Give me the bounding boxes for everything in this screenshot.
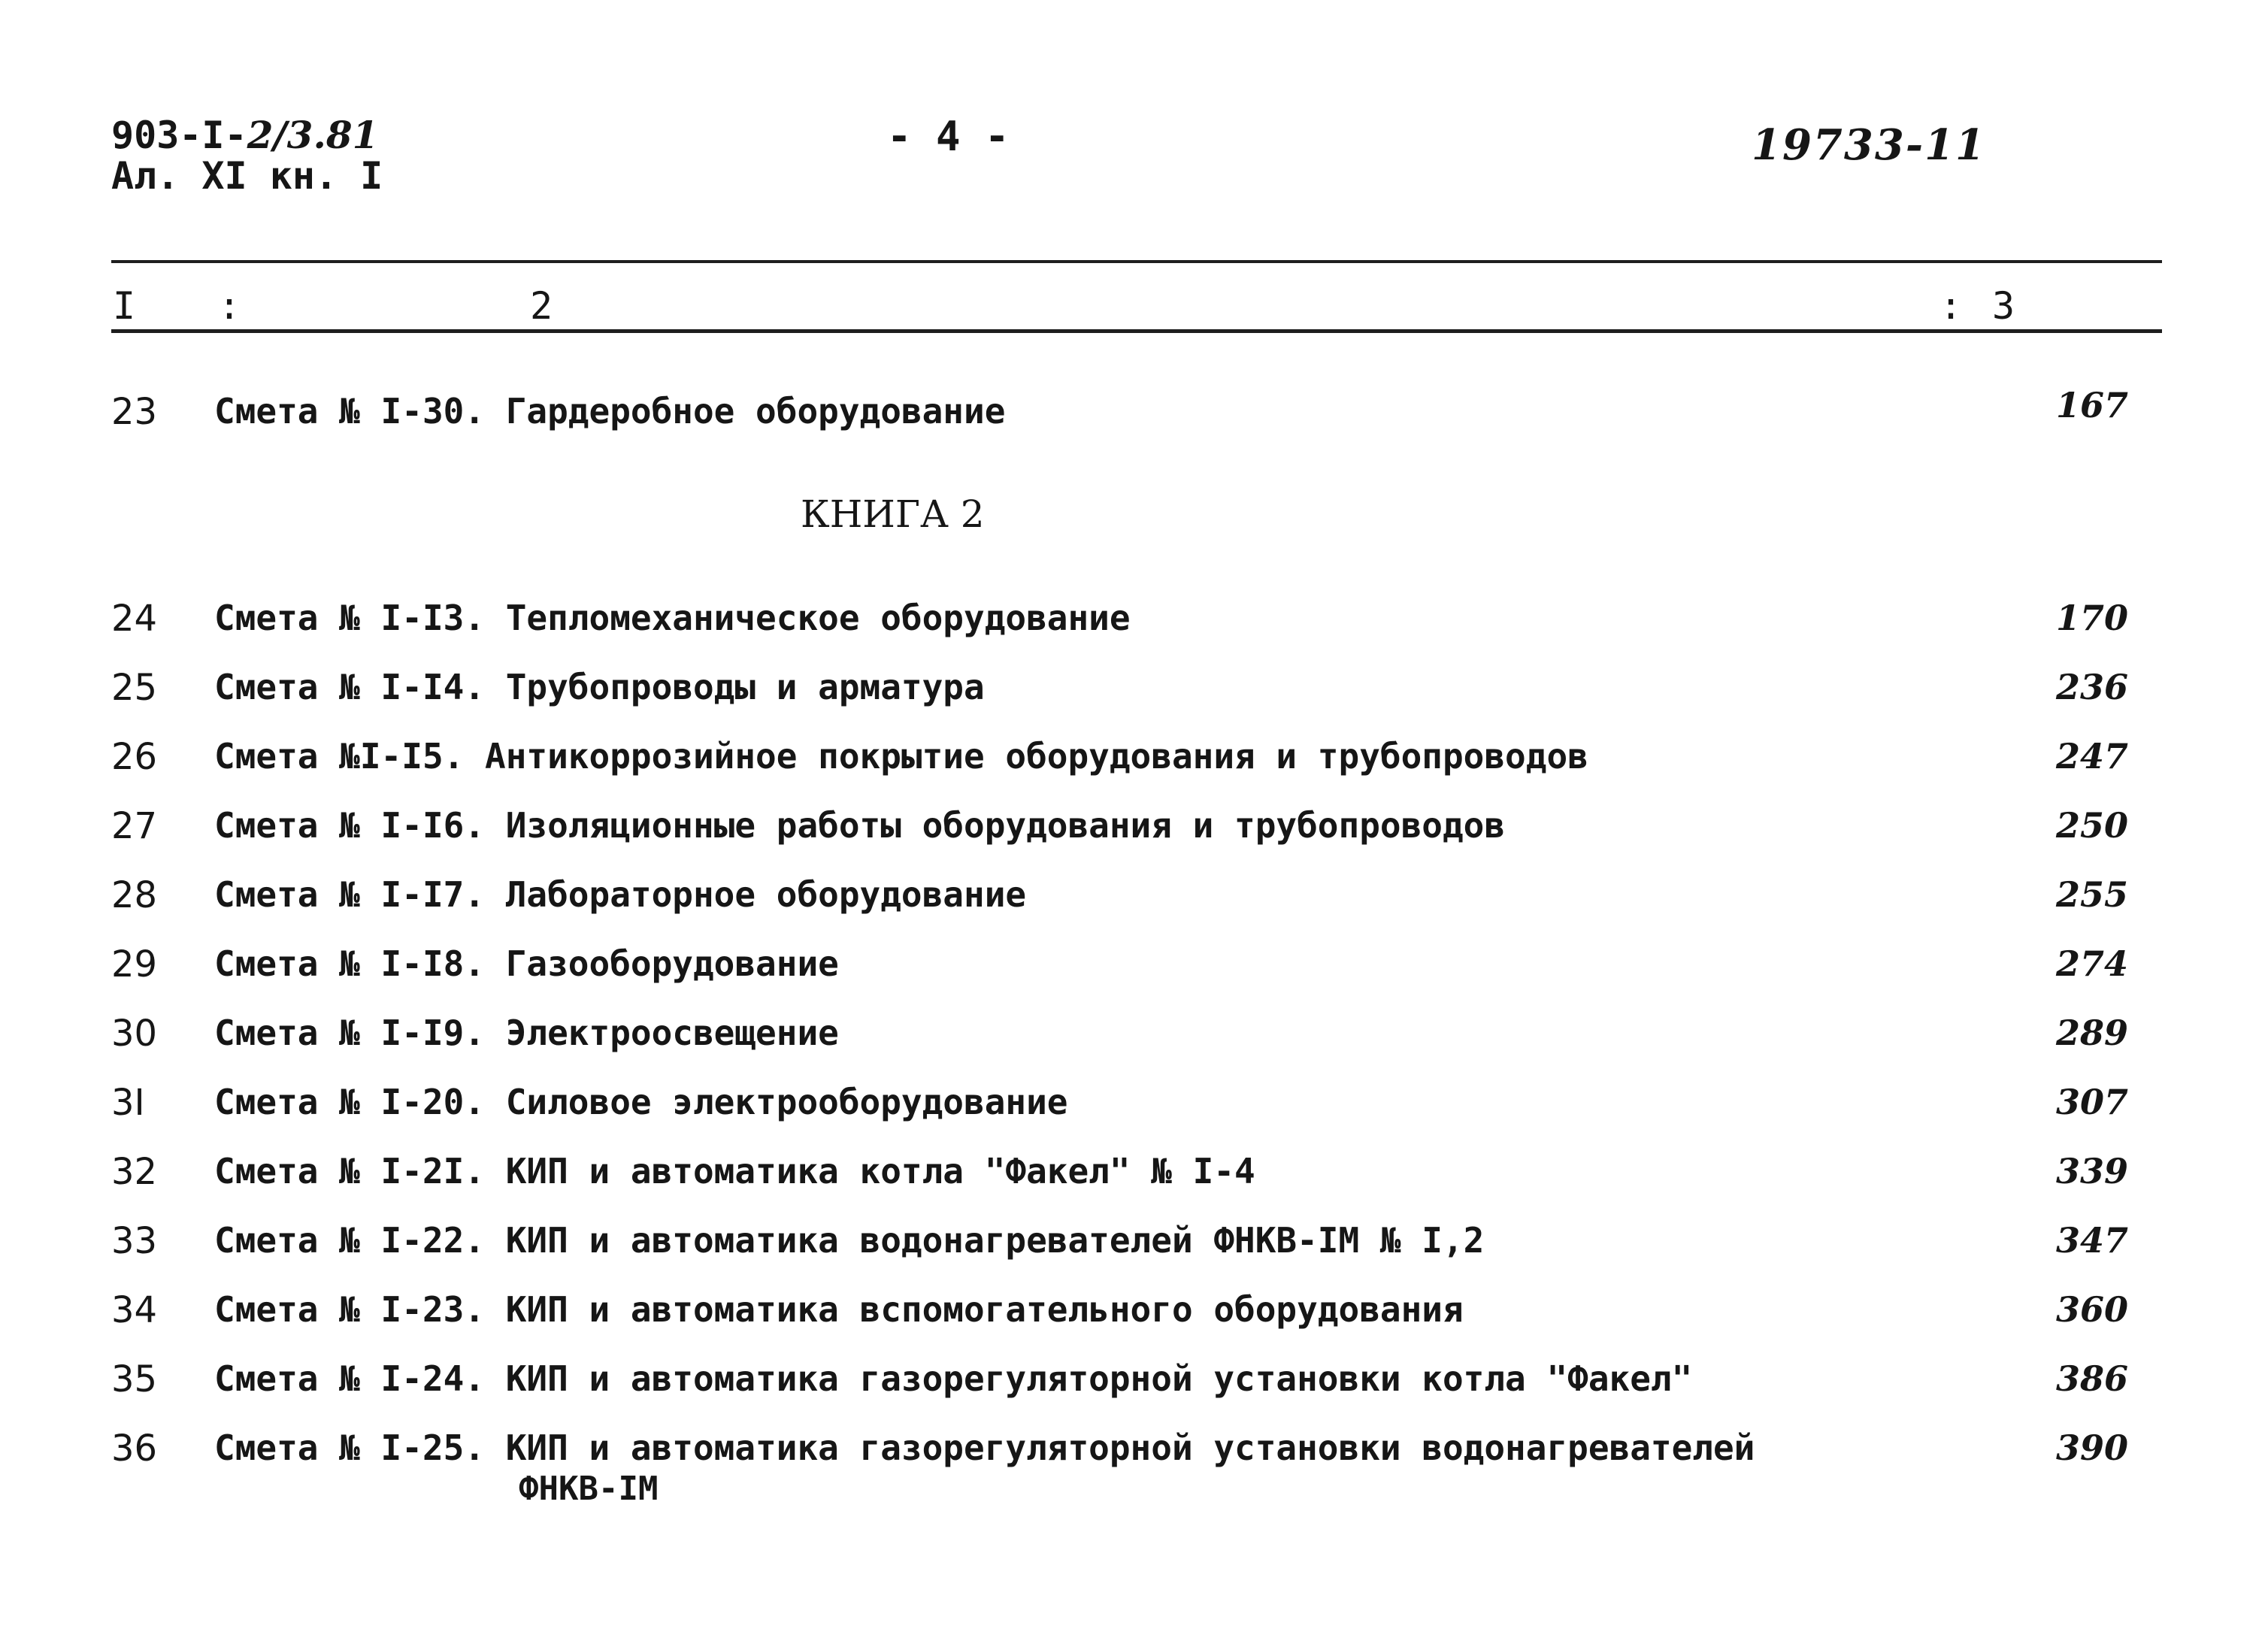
row-number: 29 <box>111 943 158 985</box>
row-title: Смета № I-24. КИП и автоматика газорегуляторной установки котла "Факел" <box>214 1358 1693 1399</box>
table-row <box>0 667 2268 712</box>
table-row <box>0 1013 2268 1058</box>
table-row <box>0 1289 2268 1334</box>
project-code-prefix: 903-I- <box>111 114 247 157</box>
row-number: 34 <box>111 1289 158 1331</box>
table-row <box>0 1220 2268 1265</box>
row-page: 347 <box>2056 1220 2129 1261</box>
table-row <box>0 943 2268 989</box>
table-row <box>0 1358 2268 1403</box>
column-header-2: 2 <box>530 284 553 328</box>
row-number: 36 <box>111 1428 158 1470</box>
row-title: Смета № I-I7. Лабораторное оборудование <box>214 874 1027 915</box>
row-page: 307 <box>2056 1082 2129 1122</box>
table-row <box>0 1151 2268 1196</box>
row-title-continuation: ФНКВ-IМ <box>519 1470 659 1508</box>
row-title: Смета № I-2I. КИП и автоматика котла "Факел" № I-4 <box>214 1151 1255 1191</box>
page-number: - 4 - <box>887 113 1010 160</box>
row-title: Смета № I-I3. Тепломеханическое оборудование <box>214 598 1131 638</box>
row-title: Смета № I-I9. Электроосвещение <box>214 1013 839 1053</box>
table-row <box>0 874 2268 919</box>
column-header-1: I <box>113 284 136 328</box>
row-number: 23 <box>111 391 158 433</box>
column-separator-1: : <box>218 284 241 328</box>
row-number: 26 <box>111 736 158 778</box>
row-page: 247 <box>2056 736 2129 777</box>
project-code-handwritten: 2/3.81 <box>247 113 379 157</box>
row-title: Смета № I-30. Гардеробное оборудование <box>214 391 1006 431</box>
row-title: Смета №I-I5. Антикоррозийное покрытие оборудования и трубопроводов <box>214 736 1588 777</box>
table-row <box>0 385 2268 436</box>
document-number: 19733-11 <box>1752 120 1986 170</box>
row-title: Смета № I-23. КИП и автоматика вспомогательного оборудования <box>214 1289 1464 1330</box>
row-title: Смета № I-22. КИП и автоматика водонагревателей ФНКВ-IМ № I,2 <box>214 1220 1485 1261</box>
row-page: 236 <box>2056 667 2129 707</box>
project-code <box>111 113 378 157</box>
row-page: 167 <box>2056 385 2129 425</box>
row-page: 360 <box>2056 1289 2129 1330</box>
table-row <box>0 598 2268 643</box>
table-row <box>0 805 2268 850</box>
row-number: 30 <box>111 1013 158 1055</box>
row-number: 25 <box>111 667 158 709</box>
column-separator-2: : <box>1939 284 1963 328</box>
row-page: 250 <box>2056 805 2129 846</box>
table-row <box>0 1082 2268 1127</box>
row-number: 27 <box>111 805 158 847</box>
table-top-rule <box>111 260 2162 263</box>
row-number: 3I <box>111 1082 145 1124</box>
row-page: 339 <box>2056 1151 2129 1191</box>
row-number: 32 <box>111 1151 158 1193</box>
row-number: 24 <box>111 598 158 640</box>
row-title: Смета № I-I4. Трубопроводы и арматура <box>214 667 985 707</box>
row-number: 28 <box>111 874 158 916</box>
row-number: 35 <box>111 1358 158 1400</box>
table-row <box>0 736 2268 781</box>
row-page: 289 <box>2056 1013 2129 1053</box>
row-title: Смета № I-25. КИП и автоматика газорегуляторной установки водонагревателей <box>214 1428 1755 1468</box>
table-header-rule <box>111 329 2162 333</box>
row-title: Смета № I-20. Силовое электрооборудование <box>214 1082 1068 1122</box>
row-number: 33 <box>111 1220 158 1262</box>
row-page: 255 <box>2056 874 2129 915</box>
row-page: 170 <box>2056 598 2129 638</box>
table-row <box>0 1428 2268 1508</box>
row-title: Смета № I-I6. Изоляционные работы оборудования и трубопроводов <box>214 805 1506 846</box>
column-header-3: 3 <box>1992 284 2015 328</box>
album-book-line: Ал. XI кн. I <box>111 154 383 198</box>
row-page: 390 <box>2056 1428 2129 1468</box>
row-page: 274 <box>2056 943 2129 984</box>
book-title: КНИГА 2 <box>801 492 985 536</box>
row-page: 386 <box>2056 1358 2129 1399</box>
row-title: Смета № I-I8. Газооборудование <box>214 943 839 984</box>
